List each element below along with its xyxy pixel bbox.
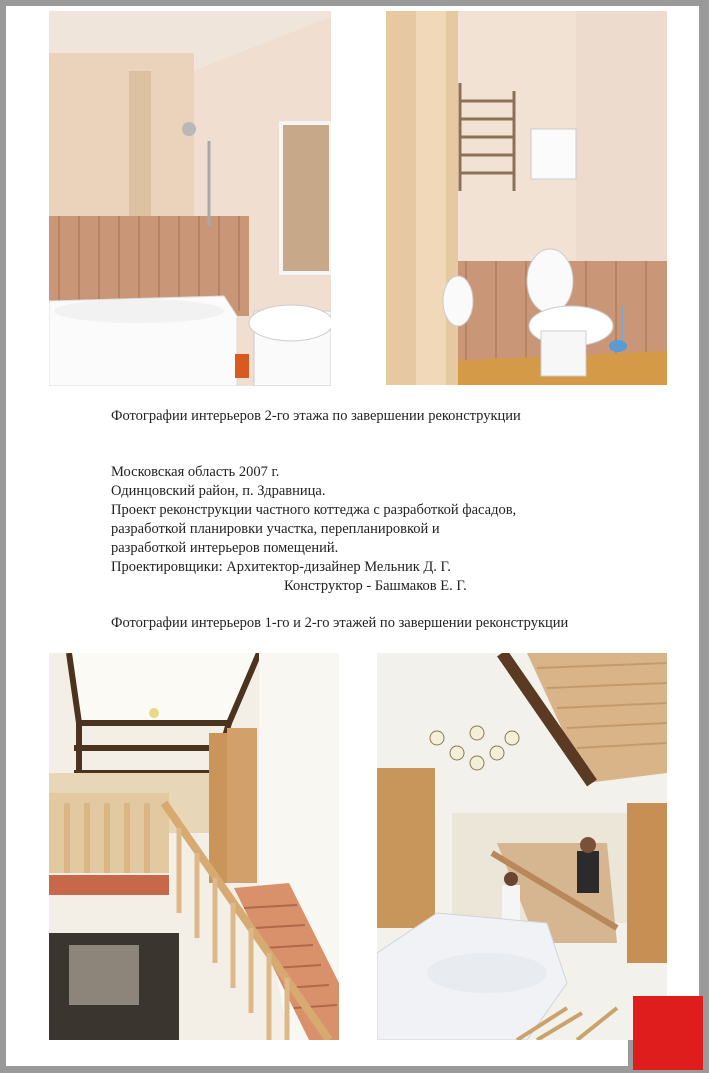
project-line-2: разработкой планировки участка, перепланировкой и	[111, 521, 440, 537]
caption-2nd-floor: Фотографии интерьеров 2-го этажа по завершении реконструкции	[111, 408, 521, 424]
bathroom-photo	[49, 11, 331, 386]
hall-photo	[377, 653, 667, 1040]
caption-1st-2nd-floors: Фотографии интерьеров 1-го и 2-го этажей по завершении реконструкции	[111, 615, 569, 631]
red-corner-accent	[633, 996, 703, 1070]
project-line-1: Проект реконструкции частного коттеджа с разработкой фасадов,	[111, 502, 517, 518]
constructor-line: Конструктор - Башмаков Е. Г.	[284, 578, 467, 594]
staircase-photo	[49, 653, 339, 1040]
location-line: Московская область 2007 г.	[111, 464, 280, 480]
designers-line: Проектировщики: Архитектор-дизайнер Мельник Д. Г.	[111, 559, 451, 575]
district-line: Одинцовский район, п. Здравница.	[111, 483, 326, 499]
project-line-3: разработкой интерьеров помещений.	[111, 540, 339, 556]
toilet-photo	[386, 11, 667, 385]
